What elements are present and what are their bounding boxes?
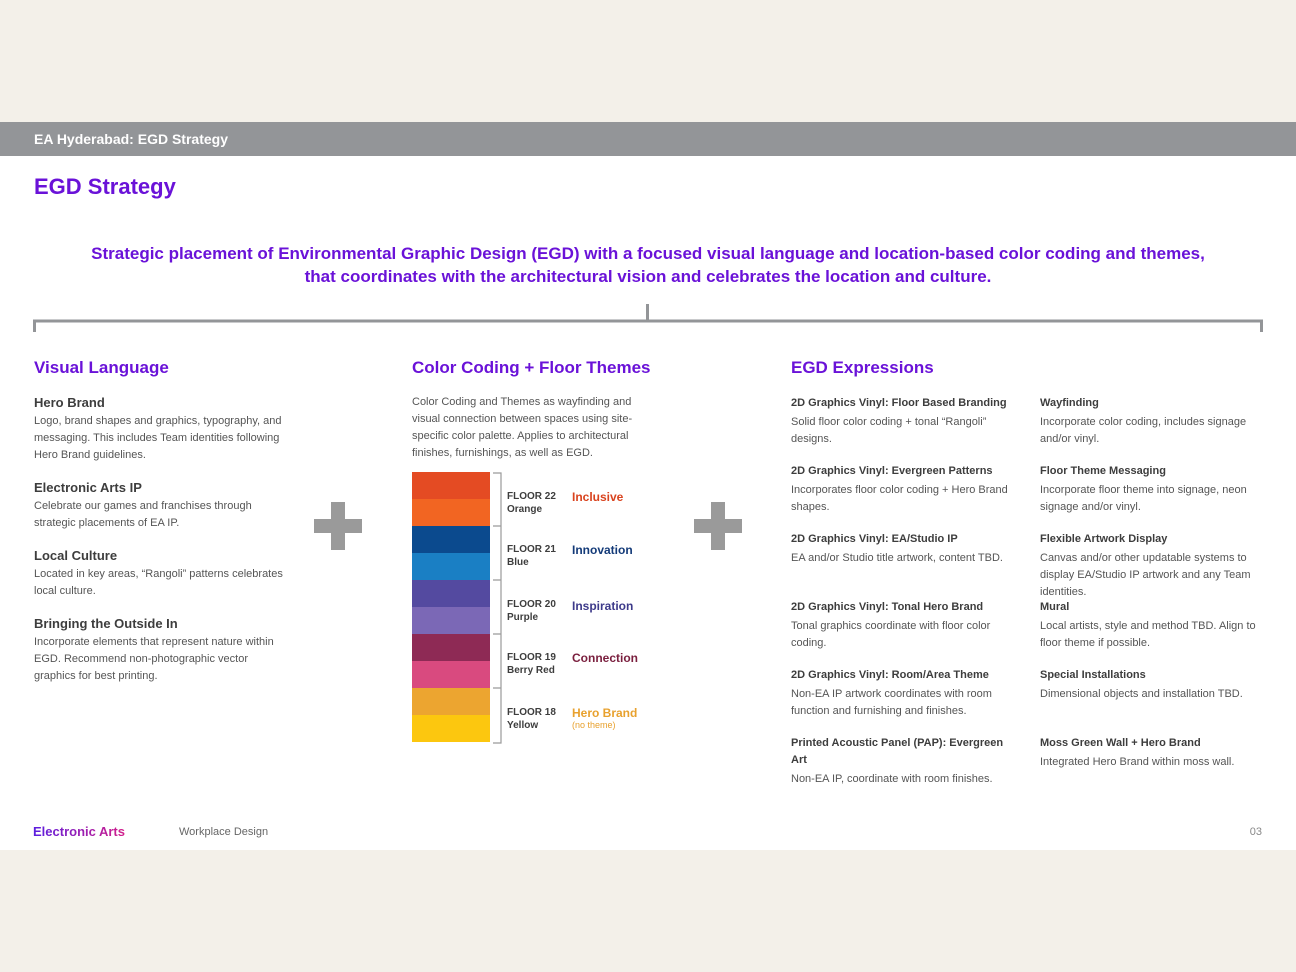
color-swatch: [412, 715, 490, 742]
expression-item: [791, 667, 1016, 720]
color-swatch: [412, 472, 490, 499]
expression-title: Mural: [1040, 601, 1070, 613]
floor-theme: [572, 651, 638, 665]
visual-language-heading: Visual Language: [34, 358, 169, 377]
color-swatch: [412, 553, 490, 580]
vl-item-title: Local Culture: [34, 548, 118, 563]
color-swatch: [412, 661, 490, 688]
vl-item-text: Logo, brand shapes and graphics, typography, and messaging. This includes Team identities following Hero Brand guidelines.: [34, 415, 282, 461]
strategy-statement-line-1: Strategic placement of Environmental Graphic Design (EGD) with a focused visual language and location-based color coding and themes,: [91, 244, 1205, 263]
vl-item-text: Incorporate elements that represent nature within EGD. Recommend non-photographic vector graphics for best printing.: [34, 636, 274, 682]
floor-theme-name: Innovation: [572, 543, 633, 557]
expression-text: Integrated Hero Brand within moss wall.: [1040, 756, 1235, 768]
vl-item-outside-in: [34, 616, 284, 685]
page-title: EGD Strategy: [34, 174, 176, 199]
expression-text: Local artists, style and method TBD. Align to floor theme if possible.: [1040, 620, 1256, 649]
floor-color-name: Blue: [507, 557, 529, 568]
expression-title: 2D Graphics Vinyl: Floor Based Branding: [791, 397, 1007, 409]
floor-label: [507, 598, 556, 624]
expression-item: [1040, 395, 1265, 448]
vl-item-title: Electronic Arts IP: [34, 480, 142, 495]
plus-icon: [314, 502, 362, 550]
floor-label: [507, 543, 556, 569]
page-number: 03: [1249, 826, 1262, 838]
expression-title: Flexible Artwork Display: [1040, 533, 1168, 545]
color-swatch: [412, 634, 490, 661]
expression-title: Printed Acoustic Panel (PAP): Evergreen Art: [791, 737, 1004, 766]
expression-text: Non-EA IP, coordinate with room finishes.: [791, 773, 993, 785]
floor-bracket: [493, 472, 503, 744]
expression-text: EA and/or Studio title artwork, content TBD.: [791, 552, 1003, 564]
floor-label: [507, 490, 556, 516]
expression-title: 2D Graphics Vinyl: Room/Area Theme: [791, 669, 989, 681]
expression-item: [791, 531, 1016, 567]
expression-text: Canvas and/or other updatable systems to display EA/Studio IP artwork and any Team identities.: [1040, 552, 1251, 598]
floor-theme-name: Connection: [572, 651, 638, 665]
floor-color-name: Orange: [507, 504, 543, 515]
floor-theme-note: (no theme): [572, 720, 616, 730]
expression-title: 2D Graphics Vinyl: Evergreen Patterns: [791, 465, 993, 477]
expression-text: Dimensional objects and installation TBD.: [1040, 688, 1243, 700]
expression-text: Incorporate color coding, includes signage and/or vinyl.: [1040, 416, 1247, 445]
floor-color-name: Yellow: [507, 720, 539, 731]
expression-title: Moss Green Wall + Hero Brand: [1040, 737, 1201, 749]
floor-theme: [572, 490, 623, 504]
grouping-bracket: [33, 302, 1263, 334]
expression-text: Incorporate floor theme into signage, neon signage and/or vinyl.: [1040, 484, 1247, 513]
floor-theme: [572, 599, 633, 613]
expression-item: [1040, 667, 1265, 703]
vl-item-text: Located in key areas, “Rangoli” patterns celebrates local culture.: [34, 568, 283, 597]
expression-text: Tonal graphics coordinate with floor color coding.: [791, 620, 991, 649]
floor-number: FLOOR 20: [507, 599, 556, 610]
expression-title: Special Installations: [1040, 669, 1146, 681]
color-swatch: [412, 688, 490, 715]
expression-text: Non-EA IP artwork coordinates with room function and furnishing and finishes.: [791, 688, 992, 717]
expression-item: [791, 735, 1016, 788]
floor-label: [507, 651, 556, 677]
floor-theme: [572, 543, 633, 557]
color-swatch: [412, 499, 490, 526]
floor-number: FLOOR 19: [507, 652, 556, 663]
floor-number: FLOOR 18: [507, 707, 556, 718]
strategy-statement: [0, 242, 1296, 288]
color-swatch: [412, 526, 490, 553]
floor-theme: [572, 706, 637, 730]
vl-item-title: Hero Brand: [34, 395, 105, 410]
vl-item-local-culture: [34, 548, 284, 600]
expression-text: Solid floor color coding + tonal “Rangoli” designs.: [791, 416, 987, 445]
vl-item-ea-ip: [34, 480, 284, 532]
vl-item-text: Celebrate our games and franchises through strategic placements of EA IP.: [34, 500, 252, 529]
expression-title: 2D Graphics Vinyl: EA/Studio IP: [791, 533, 958, 545]
floor-theme-name: Hero Brand: [572, 706, 638, 720]
expression-item: [1040, 531, 1265, 601]
floor-number: FLOOR 22: [507, 491, 556, 502]
vl-item-hero-brand: [34, 395, 284, 464]
floor-color-name: Berry Red: [507, 665, 555, 676]
header-bar: EA Hyderabad: EGD Strategy: [0, 122, 1296, 156]
color-coding-heading: Color Coding + Floor Themes: [412, 358, 651, 377]
floor-color-swatches: [412, 472, 490, 742]
expression-item: [791, 463, 1016, 516]
color-swatch: [412, 607, 490, 634]
color-swatch: [412, 580, 490, 607]
expression-title: 2D Graphics Vinyl: Tonal Hero Brand: [791, 601, 984, 613]
slide: [0, 122, 1296, 850]
footer-section-label: Workplace Design: [179, 826, 269, 838]
floor-theme-name: Inspiration: [572, 599, 634, 613]
expression-item: [791, 395, 1016, 448]
vl-item-title: Bringing the Outside In: [34, 616, 178, 631]
expression-text: Incorporates floor color coding + Hero Brand shapes.: [791, 484, 1008, 513]
strategy-statement-line-2: that coordinates with the architectural vision and celebrates the location and culture.: [304, 267, 992, 286]
expression-title: Floor Theme Messaging: [1040, 465, 1166, 477]
expressions-heading: EGD Expressions: [791, 358, 934, 377]
expression-title: Wayfinding: [1040, 397, 1099, 409]
floor-number: FLOOR 21: [507, 544, 556, 555]
floor-label: [507, 706, 556, 732]
expression-item: [1040, 463, 1265, 516]
color-coding-intro: Color Coding and Themes as wayfinding and visual connection between spaces using site-specific color palette. Applies to architectural finishes, furnishings, as well as EGD.: [412, 396, 633, 459]
expression-item: [1040, 599, 1265, 652]
expression-item: [1040, 735, 1265, 771]
floor-theme-name: Inclusive: [572, 490, 624, 504]
footer-brand-logo: Electronic Arts: [33, 824, 125, 839]
floor-color-name: Purple: [507, 612, 539, 623]
expression-item: [791, 599, 1016, 652]
plus-icon: [694, 502, 742, 550]
